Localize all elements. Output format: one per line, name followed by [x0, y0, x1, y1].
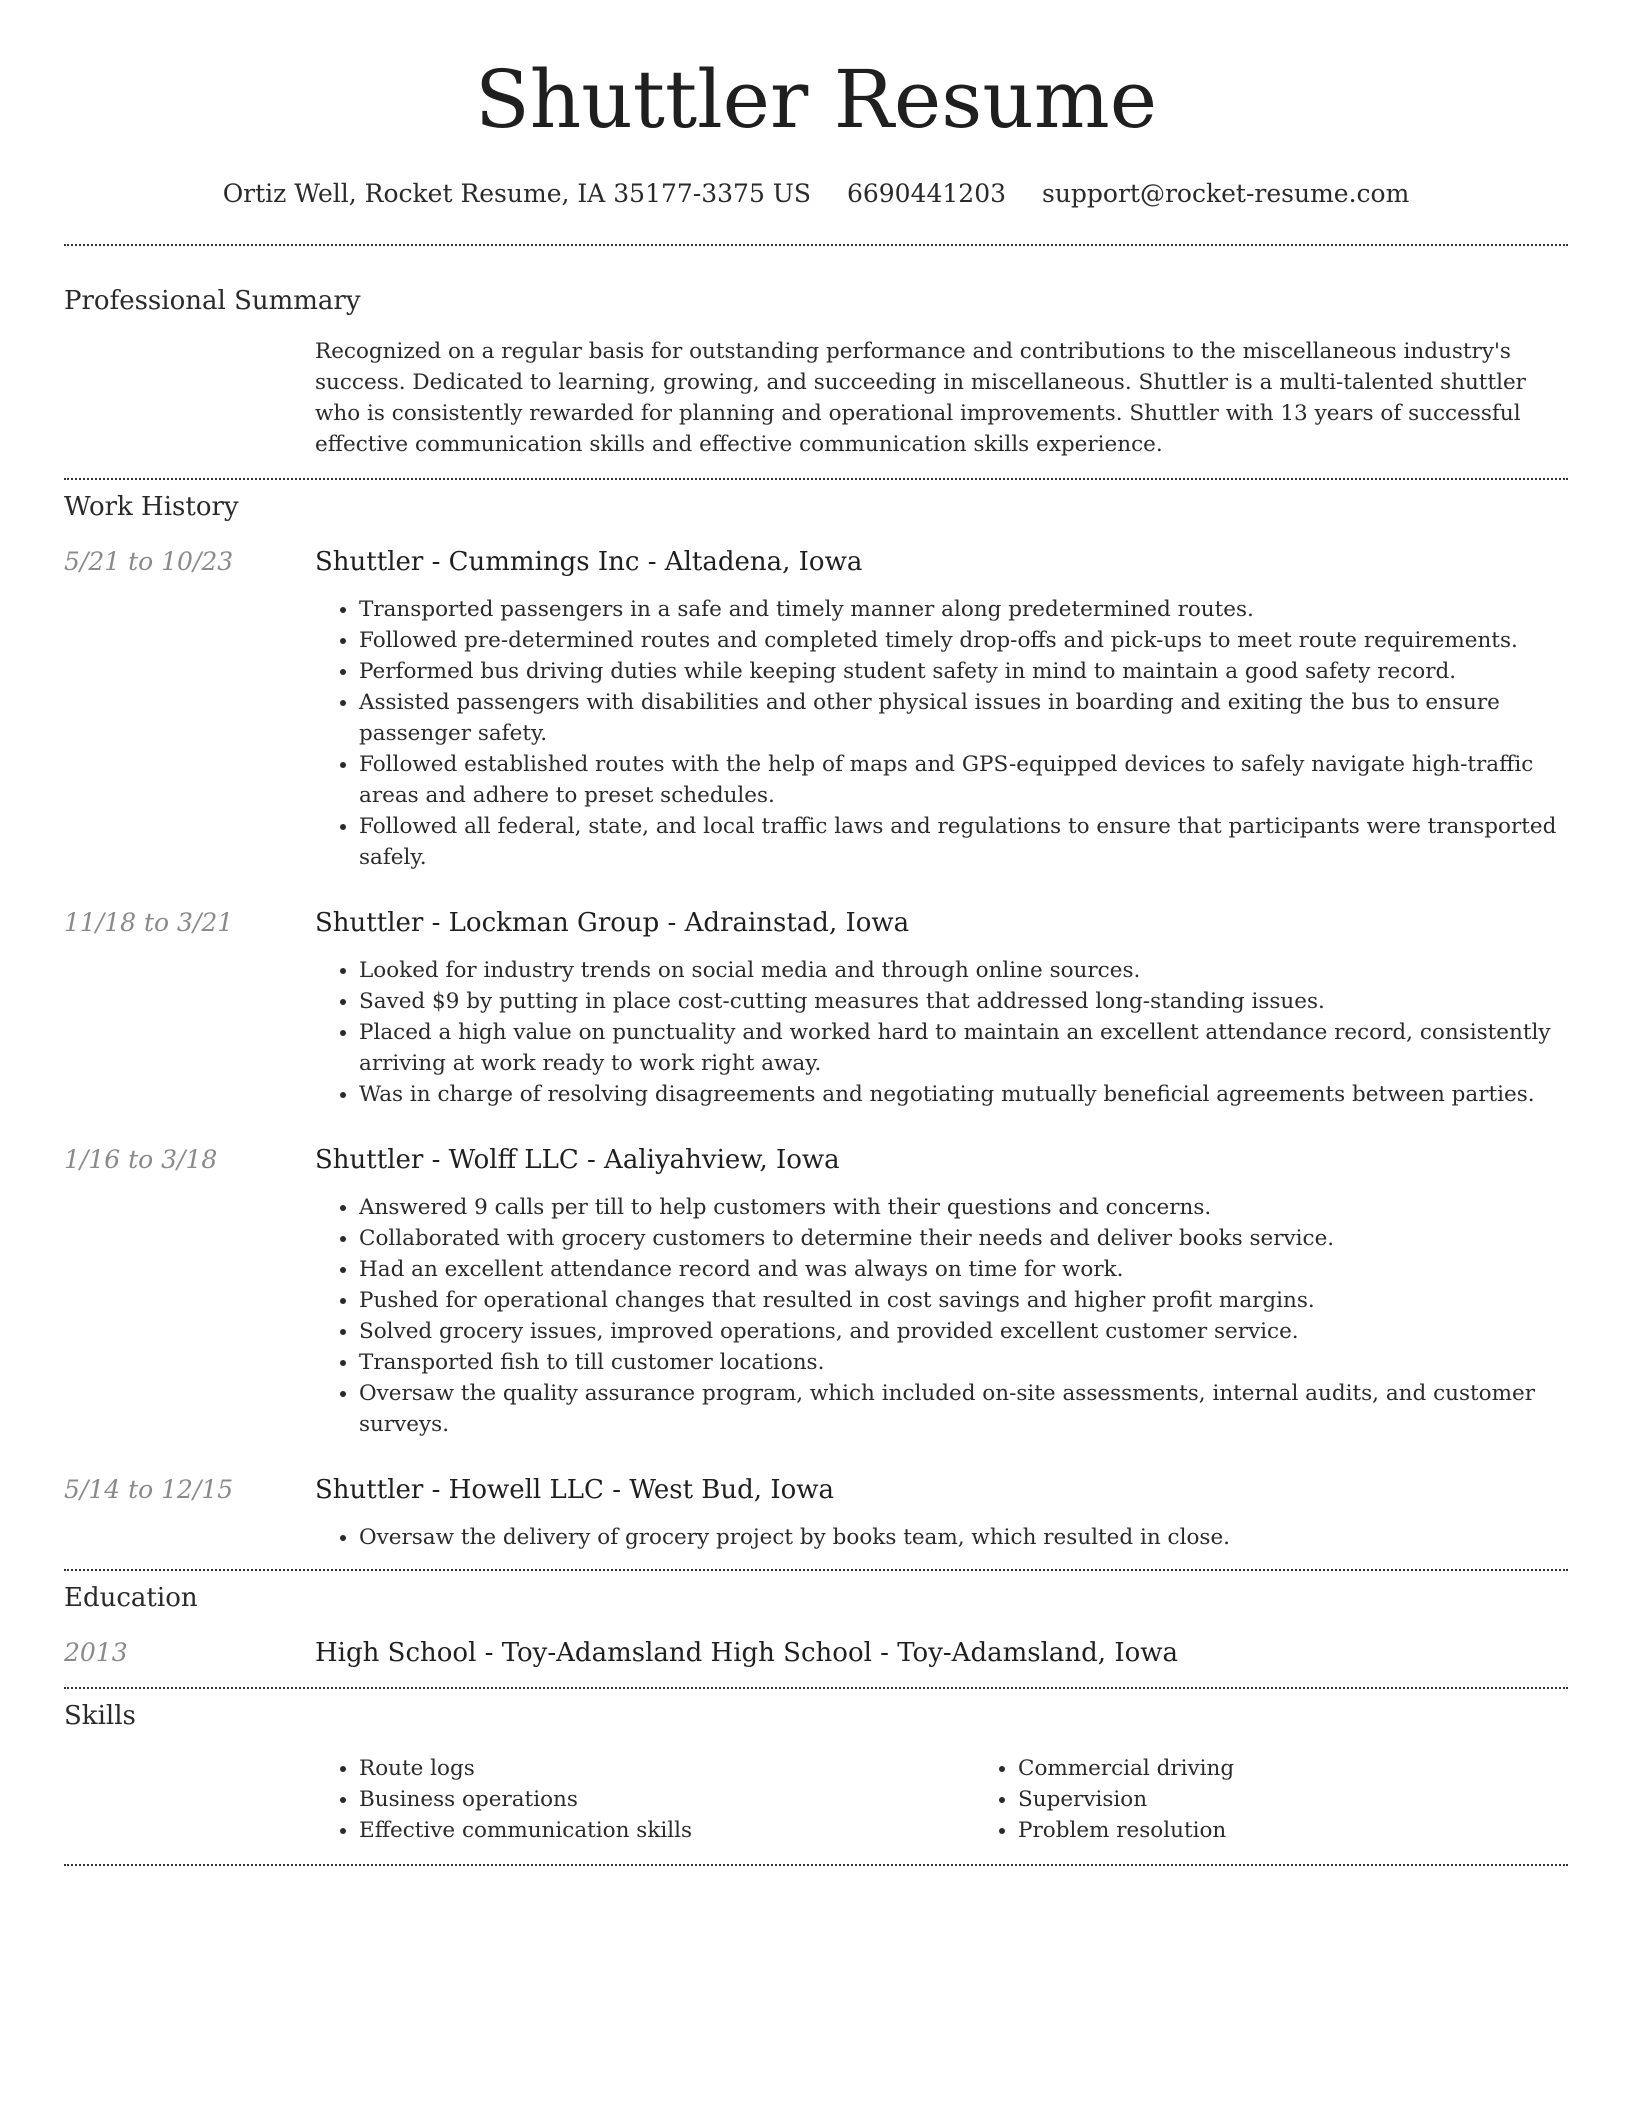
list-item: • Oversaw the delivery of grocery project by books team, which resulted in close.: [359, 1522, 1568, 1553]
job-bullets: [315, 955, 1568, 1110]
section-title-summary: Professional Summary: [64, 286, 361, 316]
contact-email: support@rocket-resume.com: [1041, 179, 1410, 208]
job-entry: [64, 907, 1568, 1110]
skill-item: • Effective communication skills: [359, 1815, 974, 1846]
job-entry: [64, 546, 1568, 873]
summary-text: Recognized on a regular basis for outstanding performance and contributions to the miscellaneous industry's success. Dedicated to learning, growing, and succeeding in miscellaneous. Shuttler is a multi-talented shuttler who is consistently rewarded for planning and operational improvements. Shuttler with 13 years of successful effective communication skills and effective communication skills experience.: [315, 339, 1526, 457]
list-item: • Saved $9 by putting in place cost-cutting measures that addressed long-standing issues.: [359, 986, 1568, 1017]
summary-section: [64, 246, 1568, 460]
job-title: Shuttler - Wolff LLC - Aaliyahview, Iowa: [315, 1145, 840, 1175]
skill-item: • Business operations: [359, 1784, 974, 1815]
list-item: • Collaborated with grocery customers to determine their needs and deliver books service.: [359, 1223, 1568, 1254]
education-section: [64, 1571, 1568, 1669]
contact-line: [64, 178, 1568, 210]
list-item: • Performed bus driving duties while keeping student safety in mind to maintain a good safety record.: [359, 656, 1568, 687]
skills-section: [64, 1689, 1568, 1846]
skills-list-right: [974, 1753, 1632, 1846]
job-dates: 1/16 to 3/18: [64, 1145, 218, 1174]
list-item: • Transported passengers in a safe and timely manner along predetermined routes.: [359, 594, 1568, 625]
education-year: 2013: [64, 1638, 128, 1667]
skill-item: • Commercial driving: [1018, 1753, 1632, 1784]
education-entry: High School - Toy-Adamsland High School - Toy-Adamsland, Iowa: [315, 1638, 1179, 1668]
skills-list-left: [315, 1753, 974, 1846]
job-bullets: [315, 1522, 1568, 1553]
resume-header: [64, 0, 1568, 210]
list-item: • Followed all federal, state, and local traffic laws and regulations to ensure that participants were transported safely.: [359, 811, 1568, 873]
list-item: • Assisted passengers with disabilities and other physical issues in boarding and exiting the bus to ensure passenger safety.: [359, 687, 1568, 749]
work-section: [64, 480, 1568, 1553]
job-entry: [64, 1144, 1568, 1440]
job-bullets: [315, 1192, 1568, 1440]
resume-title: Shuttler Resume: [474, 53, 1158, 146]
list-item: • Had an excellent attendance record and was always on time for work.: [359, 1254, 1568, 1285]
skill-item: • Problem resolution: [1018, 1815, 1632, 1846]
skill-item: • Supervision: [1018, 1784, 1632, 1815]
list-item: • Solved grocery issues, improved operations, and provided excellent customer service.: [359, 1316, 1568, 1347]
list-item: • Pushed for operational changes that resulted in cost savings and higher profit margins.: [359, 1285, 1568, 1316]
job-title: Shuttler - Cummings Inc - Altadena, Iowa: [315, 547, 863, 577]
list-item: • Placed a high value on punctuality and worked hard to maintain an excellent attendance record, consistently arriving at work ready to work right away.: [359, 1017, 1568, 1079]
list-item: • Was in charge of resolving disagreements and negotiating mutually beneficial agreements between parties.: [359, 1079, 1568, 1110]
section-title-work: Work History: [64, 492, 239, 522]
job-dates: 5/21 to 10/23: [64, 547, 234, 576]
divider: [64, 1864, 1568, 1866]
contact-phone: 6690441203: [846, 179, 1007, 208]
list-item: • Oversaw the quality assurance program, which included on-site assessments, internal audits, and customer surveys.: [359, 1378, 1568, 1440]
list-item: • Looked for industry trends on social media and through online sources.: [359, 955, 1568, 986]
job-dates: 11/18 to 3/21: [64, 908, 234, 937]
list-item: • Answered 9 calls per till to help customers with their questions and concerns.: [359, 1192, 1568, 1223]
section-title-skills: Skills: [64, 1701, 136, 1731]
list-item: • Followed established routes with the help of maps and GPS-equipped devices to safely navigate high-traffic areas and adhere to preset schedules.: [359, 749, 1568, 811]
job-dates: 5/14 to 12/15: [64, 1475, 234, 1504]
list-item: • Transported fish to till customer locations.: [359, 1347, 1568, 1378]
contact-address: Ortiz Well, Rocket Resume, IA 35177-3375 US: [222, 179, 812, 208]
job-title: Shuttler - Lockman Group - Adrainstad, Iowa: [315, 908, 910, 938]
list-item: • Followed pre-determined routes and completed timely drop-offs and pick-ups to meet route requirements.: [359, 625, 1568, 656]
section-title-education: Education: [64, 1583, 198, 1613]
job-entry: [64, 1474, 1568, 1553]
skill-item: • Route logs: [359, 1753, 974, 1784]
job-bullets: [315, 594, 1568, 873]
job-title: Shuttler - Howell LLC - West Bud, Iowa: [315, 1475, 834, 1505]
